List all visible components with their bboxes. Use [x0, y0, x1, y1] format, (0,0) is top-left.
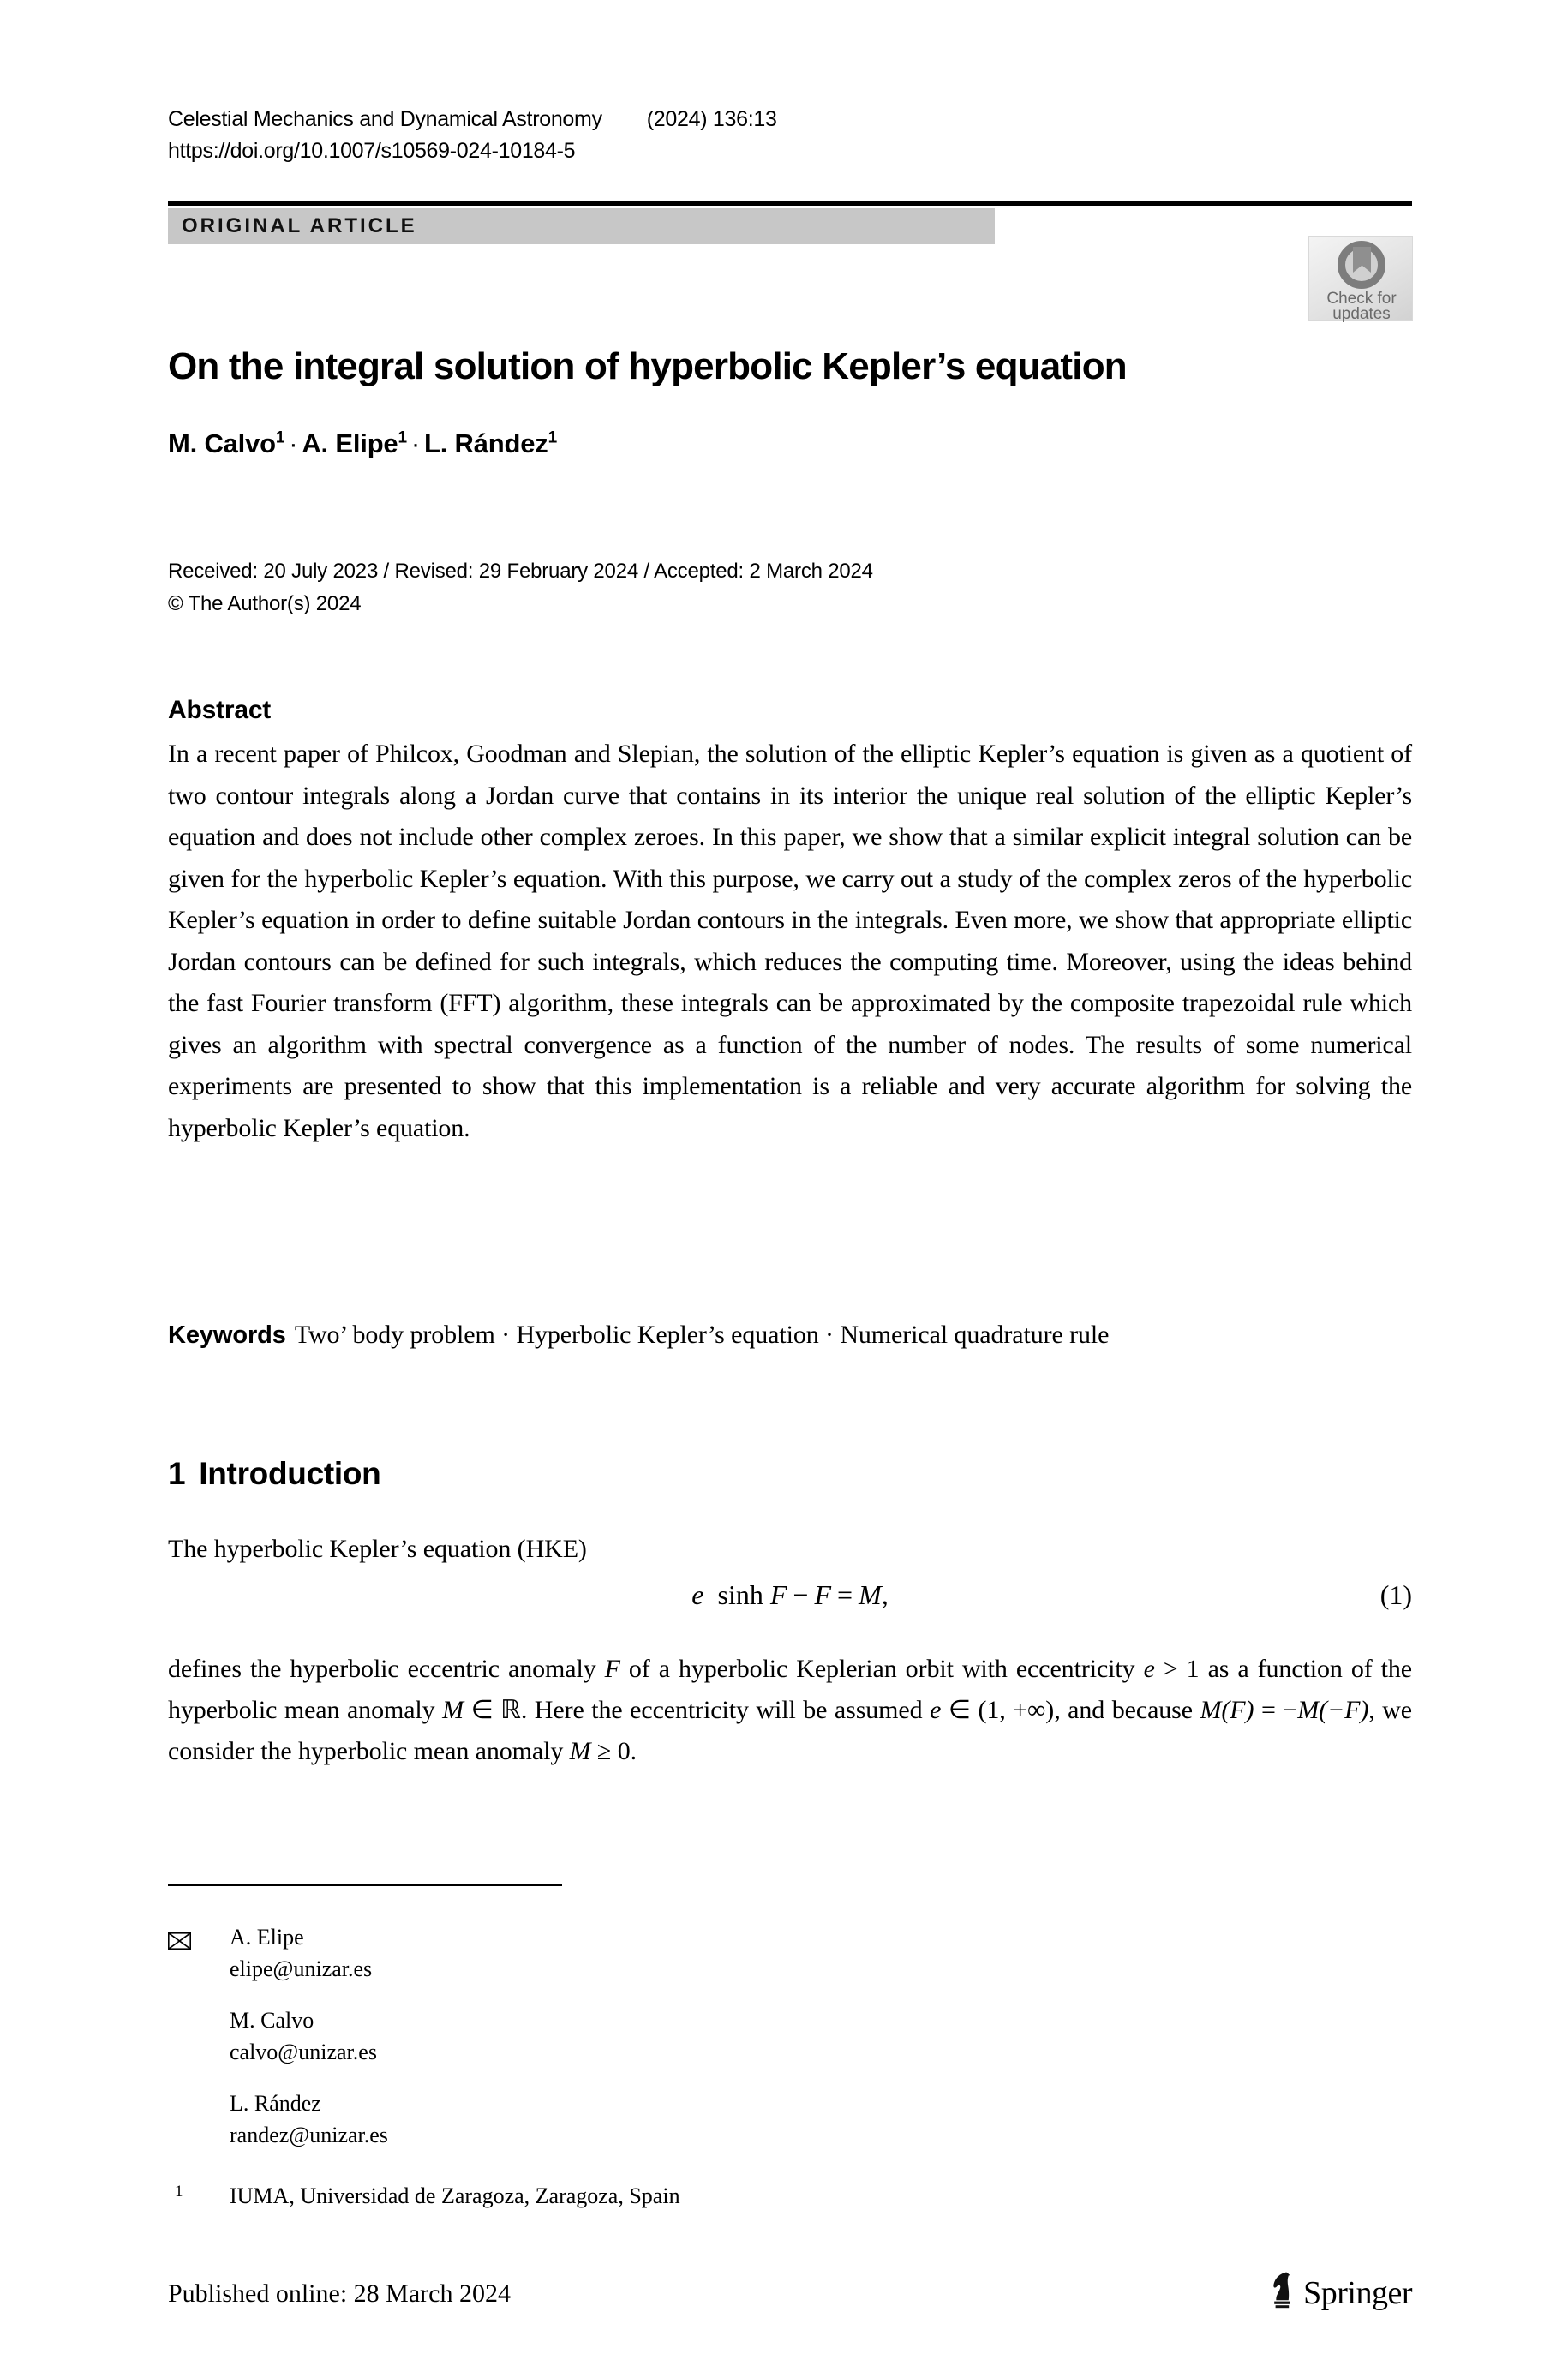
article-type-banner — [168, 208, 995, 244]
check-for-updates-badge[interactable] — [1308, 236, 1413, 321]
author-contact-name: M. Calvo — [230, 2008, 314, 2033]
para-var-M-neg-F: M(−F) — [1297, 1696, 1369, 1724]
footnote-block — [168, 1921, 1110, 2231]
abstract-heading: Abstract — [168, 696, 272, 724]
envelope-icon — [168, 1923, 191, 1955]
equation-1 — [168, 1579, 1412, 1620]
author-contact-entry — [168, 2004, 1110, 2068]
affiliation-marker: 1 — [175, 2183, 183, 2201]
author-separator-1: · — [289, 428, 298, 458]
section-title: Introduction — [199, 1455, 381, 1491]
author-separator-2: · — [410, 428, 420, 458]
corresponding-author-email[interactable]: elipe@unizar.es — [230, 1956, 373, 1981]
para-seg-5: ∈ (1, +∞), and because — [941, 1696, 1200, 1724]
eq-comma: , — [881, 1579, 889, 1610]
publisher-name: Springer — [1303, 2275, 1412, 2311]
para-var-e-2: e — [930, 1696, 942, 1724]
author-affil-marker-3: 1 — [548, 428, 557, 447]
journal-name: Celestial Mechanics and Dynamical Astronomy — [168, 107, 602, 131]
affiliation-text: IUMA, Universidad de Zaragoza, Zaragoza, Spain — [230, 2183, 680, 2208]
copyright-line: © The Author(s) 2024 — [168, 592, 362, 615]
page-title: On the integral solution of hyperbolic Kepler’s equation — [168, 345, 1127, 388]
para-seg-7: , we consider the hyperbolic mean anomaly — [168, 1696, 1412, 1765]
para-seg-4: ∈ ℝ. Here the eccentricity will be assumed — [464, 1696, 931, 1724]
eq-var-F-1: F — [769, 1579, 787, 1610]
intro-lead-line: The hyperbolic Kepler’s equation (HKE) — [168, 1535, 587, 1563]
equation-1-number: (1) — [1379, 1579, 1412, 1610]
corresponding-author-entry — [168, 1921, 1110, 1985]
para-var-M-2: M — [569, 1737, 591, 1765]
author-contact-email[interactable]: calvo@unizar.es — [230, 2040, 377, 2064]
eq-var-M: M — [859, 1579, 882, 1610]
author-name-1: M. Calvo — [168, 428, 276, 458]
eq-op-minus: − — [793, 1579, 809, 1610]
author-affil-marker-2: 1 — [398, 428, 407, 447]
affiliation-entry — [168, 2180, 1110, 2212]
eq-var-F-2: F — [814, 1579, 831, 1610]
eq-op-equals: = — [836, 1579, 853, 1610]
para-var-MF: M(F) — [1200, 1696, 1254, 1724]
keywords-line — [168, 1316, 1412, 1354]
para-seg-3: > 1 as a function of the hyperbolic mean anomaly — [168, 1655, 1413, 1724]
para-seg-8: ≥ 0. — [590, 1737, 637, 1765]
author-name-3: L. Rández — [423, 428, 548, 458]
running-head — [168, 105, 1410, 166]
para-seg-6: = − — [1254, 1696, 1298, 1724]
author-contact-entry — [168, 2087, 1110, 2151]
doi-link[interactable]: https://doi.org/10.1007/s10569-024-10184-5 — [168, 139, 576, 163]
para-var-e: e — [1143, 1655, 1155, 1683]
article-history — [168, 555, 1368, 620]
footnote-rule — [168, 1884, 562, 1886]
author-affil-marker-1: 1 — [275, 428, 285, 447]
eq-var-e: e — [691, 1579, 704, 1610]
crossmark-line1: Check for — [1326, 290, 1397, 308]
corresponding-author-name: A. Elipe — [230, 1925, 304, 1950]
author-name-2: A. Elipe — [302, 428, 398, 458]
section-number: 1 — [168, 1455, 186, 1491]
article-type-label: ORIGINAL ARTICLE — [182, 214, 417, 237]
crossmark-line2: updates — [1332, 305, 1391, 323]
history-dates: Received: 20 July 2023 / Revised: 29 February 2024 / Accepted: 2 March 2024 — [168, 560, 873, 583]
para-var-M: M — [442, 1696, 464, 1724]
published-online-date: Published online: 28 March 2024 — [168, 2279, 511, 2308]
keywords-label: Keywords — [168, 1321, 286, 1349]
publisher-logo — [1267, 2271, 1412, 2310]
author-list — [168, 428, 1368, 459]
running-head-row — [168, 105, 1410, 135]
author-contact-email[interactable]: randez@unizar.es — [230, 2123, 388, 2147]
abstract-text: In a recent paper of Philcox, Goodman and Slepian, the solution of the elliptic Kepler’s equation is given as a quotient of two contour integrals along a Jordan curve that contains in its interior the unique real solution of the elliptic Kepler’s equation and does not include other complex zeroes. In this paper, we show that a similar explicit integral solution can be given for the hyperbolic Kepler’s equation. With this purpose, we carry out a study of the complex zeros of the hyperbolic Kepler’s equation in order to define suitable Jordan contours in the integrals. Even more, we show that appropriate elliptic Jordan contours can be defined for such integrals, which reduces the computing time. Moreover, using the ideas behind the fast Fourier transform (FFT) algorithm, these integrals can be approximated by the composite trapezoidal rule which gives an algorithm with spectral convergence as a function of the number of nodes. The results of some numerical experiments are presented to show that this implementation is a reliable and very accurate algorithm for solving the hyperbolic Kepler’s equation. — [168, 740, 1412, 1142]
header-rule — [168, 201, 1412, 206]
para-seg-1: defines the hyperbolic eccentric anomaly — [168, 1655, 605, 1683]
intro-paragraph — [168, 1649, 1412, 1772]
para-seg-2: of a hyperbolic Keplerian orbit with eccentricity — [619, 1655, 1144, 1683]
section-heading-introduction — [168, 1456, 380, 1492]
equation-1-body — [168, 1579, 1412, 1611]
para-var-F: F — [604, 1655, 620, 1683]
keywords-terms: Two’ body problem · Hyperbolic Kepler’s equation · Numerical quadrature rule — [294, 1321, 1110, 1349]
author-contact-name: L. Rández — [230, 2091, 321, 2116]
springer-knight-icon — [1267, 2271, 1296, 2310]
volume-issue-citation: (2024) 136:13 — [646, 107, 777, 131]
eq-func-sinh: sinh — [717, 1579, 763, 1610]
